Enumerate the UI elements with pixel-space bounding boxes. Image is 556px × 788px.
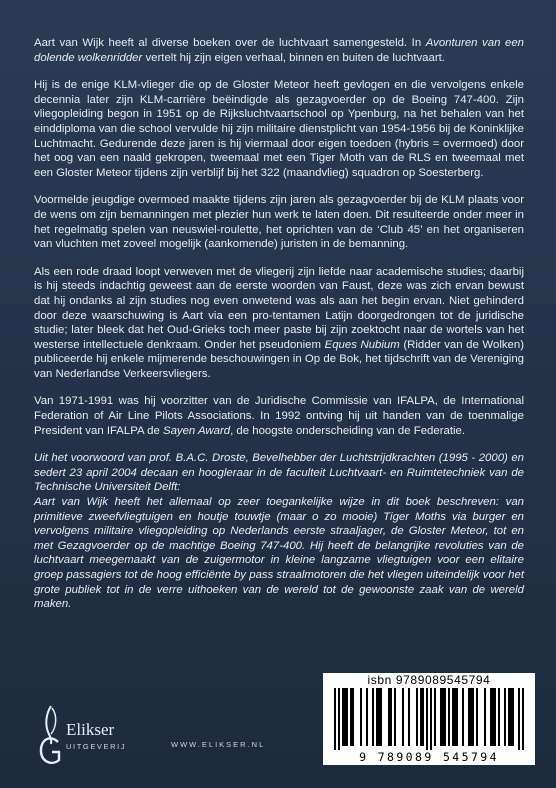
barcode-bar (498, 688, 500, 746)
barcode-bar (390, 688, 392, 746)
barcode-bar (462, 688, 464, 746)
barcode-bar (510, 688, 512, 746)
publisher-sub: UITGEVERIJ (66, 742, 127, 751)
academic-text-rest: (Ridder van de Wolken) publiceerde hij enkele mijmerende beschouwingen in Op de Bok, het tijdschrift van de Vereniging van Nederlandse Verkeersvliegers. (34, 338, 525, 380)
book-title: Avonturen van een dolende wolkenridder (34, 37, 525, 64)
barcode-bar (440, 688, 442, 746)
publisher-logo (36, 704, 156, 774)
barcode-bar (422, 688, 424, 746)
barcode-bar (430, 688, 432, 750)
barcode-bar (468, 688, 470, 746)
publisher-website: WWW.ELIKSER.NL (171, 740, 266, 749)
klm-paragraph: Voormelde jeugdige overmoed maakte tijdens zijn jaren als gezagvoerder bij de KLM plaats voor de wens om zijn bemanningen met plezier hun werk te laten doen. Dit resulteerde onder meer in het regelmatig spelen van neuswiel-roulette, het oprichten van de ‘Club 45’ en het organiseren van vluchten met zoveel mogelijk (aankomende) juristen in de bemanning. (34, 194, 524, 251)
barcode-bar (416, 688, 418, 746)
barcode-bar (492, 688, 494, 746)
barcode-bar (490, 688, 492, 746)
career-paragraph: Hij is de enige KLM-vlieger die op de Gloster Meteor heeft gevlogen en die vervolgens enkele decennia later zijn KLM-carrière beëindigde als gezagvoerder op de Boeing 747-400. Zijn vliegopleiding begon in 1951 op de Rijksluchtvaartschool op Ypenburg, na het behalen van het einddiploma van die school vervulde hij zijn militaire dienstplicht van 1954-1956 bij de Koninklijke Luchtmacht. Gedurende deze jaren is hij viermaal door eigen toedoen (hybris = overmoed) door het oog van een naald gekropen, tweemaal met een Tiger Moth van de RLS en tweemaal met een Gloster Meteor tijdens zijn verblijf bij het 322 (maandvlieg) squadron op Soesterberg. (34, 79, 524, 179)
award-name: Sayen Award (162, 424, 231, 437)
intro-text: Aart van Wijk heeft al diverse boeken over de luchtvaart samengesteld. In (34, 37, 426, 49)
foreword-source: Uit het voorwoord van prof. B.A.C. Droste, Bevelhebber der Luchtstrijdkrachten (1995 - 2000) en sedert 23 april 2004 decaan en hoogleraar in de faculteit Luchtvaart- en Ruimtetechniek van de Technische Universiteit Delft: (34, 452, 524, 494)
barcode-bar (420, 688, 422, 746)
barcode-bar (454, 688, 456, 746)
barcode-bar (350, 688, 352, 746)
barcode-bar (352, 688, 354, 746)
ifalpa-paragraph (34, 394, 524, 438)
barcode-bar (426, 688, 428, 750)
intro-text-rest: vertelt hij zijn eigen verhaal, binnen en buiten de luchtvaart. (142, 51, 445, 64)
back-cover-text (34, 36, 524, 612)
academic-paragraph (34, 265, 524, 382)
barcode-bar (456, 688, 458, 746)
barcode-bar (360, 688, 362, 746)
quill-g-logo-icon (36, 704, 66, 770)
barcode-bar (452, 688, 454, 746)
barcode-bar (494, 688, 496, 746)
academic-text: Als een rode draad loopt verweven met de vliegerij zijn liefde naar academische studies; daarbij is hij steeds indachtig geweest aan de eerste woorden van Faust, deze was zich ervan bewust dat hij ondanks al zijn studies nog even onwetend was als aan het begin ervan. Niet gehinderd door deze waarschuwing is Aart via een pro-tentamen Latijn doorgedrongen tot de juridische studie; later bleek dat het Oud-Grieks toch meer paste bij zijn zoektocht naar de wortels van het westerse intellectuele denkraam. Onder het pseudoniem (34, 265, 524, 351)
ifalpa-text-rest: , de hoogste onderscheiding van de Federatie. (230, 424, 466, 437)
isbn-label: isbn 9789089545794 (367, 673, 491, 687)
barcode-bar (444, 688, 446, 746)
barcode-bar (522, 688, 524, 750)
barcode (333, 688, 525, 750)
pseudonym: Eques Nubium (324, 338, 400, 351)
isbn-barcode-block (323, 673, 535, 765)
barcode-bar (388, 688, 390, 746)
barcode-bar (372, 688, 374, 746)
barcode-bar (334, 688, 336, 750)
barcode-bar (380, 688, 382, 746)
barcode-bar (508, 688, 510, 746)
barcode-bar (484, 688, 486, 746)
barcode-bar (346, 688, 348, 746)
intro-paragraph (34, 36, 524, 65)
barcode-bar (338, 688, 340, 750)
ifalpa-text: Van 1971-1991 was hij voorzitter van de Juridische Commissie van IFALPA, de International Federation of Air Line Pilots Associations. In 1992 ontving hij uit handen van de toenmalige President van IFALPA de (34, 395, 524, 437)
isbn-digits: 9 789089 545794 (359, 750, 499, 764)
barcode-bar (394, 688, 396, 746)
barcode-bar (442, 688, 444, 746)
barcode-bar (512, 688, 514, 746)
barcode-bar (470, 688, 472, 746)
barcode-bar (434, 688, 436, 746)
barcode-bar (504, 688, 506, 746)
barcode-bar (448, 688, 450, 746)
barcode-bar (472, 688, 474, 746)
barcode-bar (518, 688, 520, 750)
barcode-bar (342, 688, 344, 746)
barcode-bar (378, 688, 380, 746)
barcode-bar (476, 688, 478, 746)
barcode-bar (376, 688, 378, 746)
publisher-name: Elikser (66, 720, 115, 739)
barcode-bar (408, 688, 410, 746)
barcode-bar (402, 688, 404, 746)
foreword-quote: Aart van Wijk heeft het allemaal op zeer toegankelijke wijze in dit boek beschreven: van primitieve zweefvliegtuigen en houtje touwtje (maar o zo mooie) Tiger Moths via burger en vervolgens militaire vliegopleiding op Nederlands eerste straaljager, de Gloster Meteor, tot en met Gezagvoerder op de machtige Boeing 747-400. Hij heeft de belangrijke revoluties van de luchtvaart meegemaakt van de zuigermotor in kleine langzame vliegtuigen voor een elitaire groep passagiers tot de hoog efficiënte by pass straalmotoren die het vliegen uiteindelijk voor het grote publiek tot in de verre uithoeken van de wereld tot de gewoonste zaak van de wereld maken. (34, 496, 524, 611)
barcode-bar (366, 688, 368, 746)
barcode-bar (344, 688, 346, 746)
